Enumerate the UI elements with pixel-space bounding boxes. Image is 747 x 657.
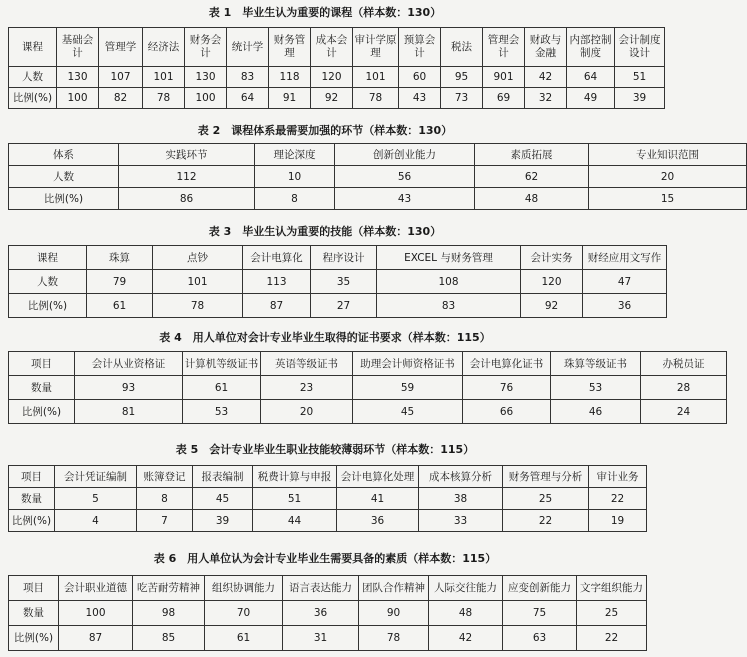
row-label-cell: 比例(%) — [9, 294, 87, 318]
header-cell: 账簿登记 — [137, 466, 193, 488]
header-cell: 吃苦耐劳精神 — [133, 576, 205, 601]
value-cell: 113 — [243, 270, 311, 294]
value-cell: 47 — [583, 270, 667, 294]
table-4 — [8, 351, 727, 424]
value-cell: 92 — [521, 294, 583, 318]
value-cell: 92 — [311, 88, 353, 109]
header-cell: 组织协调能力 — [205, 576, 283, 601]
value-cell: 42 — [429, 626, 503, 651]
header-cell: 会计制度设计 — [615, 28, 665, 67]
value-cell: 75 — [503, 601, 577, 626]
value-cell: 100 — [59, 601, 133, 626]
header-cell: 会计从业资格证 — [75, 352, 183, 376]
table-header-row — [9, 352, 727, 376]
header-cell: 课程 — [9, 246, 87, 270]
header-cell: 经济法 — [143, 28, 185, 67]
header-cell: 会计电算化处理 — [337, 466, 419, 488]
value-cell: 61 — [183, 376, 261, 400]
row-label-cell: 比例(%) — [9, 626, 59, 651]
table-row — [9, 510, 647, 532]
header-cell: 人际交往能力 — [429, 576, 503, 601]
value-cell: 8 — [255, 188, 335, 210]
value-cell: 86 — [119, 188, 255, 210]
value-cell: 46 — [551, 400, 641, 424]
value-cell: 48 — [475, 188, 589, 210]
value-cell: 24 — [641, 400, 727, 424]
row-label-cell: 数量 — [9, 601, 59, 626]
header-cell: 实践环节 — [119, 144, 255, 166]
value-cell: 32 — [525, 88, 567, 109]
table-header-row — [9, 576, 647, 601]
value-cell: 63 — [503, 626, 577, 651]
value-cell: 130 — [57, 67, 99, 88]
table-row — [9, 166, 747, 188]
header-cell: 应变创新能力 — [503, 576, 577, 601]
header-cell: 财务管理 — [269, 28, 311, 67]
value-cell: 85 — [133, 626, 205, 651]
table-5 — [8, 465, 647, 532]
value-cell: 100 — [57, 88, 99, 109]
value-cell: 79 — [87, 270, 153, 294]
row-label-cell: 人数 — [9, 270, 87, 294]
value-cell: 15 — [589, 188, 747, 210]
header-cell: 创新创业能力 — [335, 144, 475, 166]
value-cell: 66 — [463, 400, 551, 424]
table-row — [9, 626, 647, 651]
header-cell: 财务管理与分析 — [503, 466, 589, 488]
header-cell: 统计学 — [227, 28, 269, 67]
value-cell: 42 — [525, 67, 567, 88]
value-cell: 38 — [419, 488, 503, 510]
value-cell: 22 — [503, 510, 589, 532]
value-cell: 51 — [615, 67, 665, 88]
value-cell: 87 — [59, 626, 133, 651]
value-cell: 64 — [567, 67, 615, 88]
value-cell: 20 — [589, 166, 747, 188]
table-row — [9, 270, 667, 294]
table-3-caption: 表 3 毕业生认为重要的技能（样本数：130） — [208, 225, 442, 238]
value-cell: 93 — [75, 376, 183, 400]
value-cell: 27 — [311, 294, 377, 318]
row-label-cell: 比例(%) — [9, 188, 119, 210]
value-cell: 22 — [577, 626, 647, 651]
header-cell: 成本核算分析 — [419, 466, 503, 488]
row-label-cell: 人数 — [9, 67, 57, 88]
table-header-row — [9, 28, 665, 67]
value-cell: 82 — [99, 88, 143, 109]
table-row — [9, 67, 665, 88]
value-cell: 901 — [483, 67, 525, 88]
table-row — [9, 188, 747, 210]
value-cell: 81 — [75, 400, 183, 424]
header-cell: 财政与金融 — [525, 28, 567, 67]
value-cell: 61 — [205, 626, 283, 651]
header-cell: 管理会计 — [483, 28, 525, 67]
value-cell: 39 — [615, 88, 665, 109]
row-label-cell: 人数 — [9, 166, 119, 188]
value-cell: 25 — [577, 601, 647, 626]
header-cell: 程序设计 — [311, 246, 377, 270]
value-cell: 130 — [185, 67, 227, 88]
header-cell: 珠算等级证书 — [551, 352, 641, 376]
value-cell: 4 — [55, 510, 137, 532]
table-2 — [8, 143, 747, 210]
header-cell: 助理会计师资格证书 — [353, 352, 463, 376]
value-cell: 31 — [283, 626, 359, 651]
value-cell: 36 — [283, 601, 359, 626]
value-cell: 33 — [419, 510, 503, 532]
header-cell: 管理学 — [99, 28, 143, 67]
header-cell: 办税员证 — [641, 352, 727, 376]
value-cell: 45 — [193, 488, 253, 510]
header-cell: 英语等级证书 — [261, 352, 353, 376]
header-cell: 素质拓展 — [475, 144, 589, 166]
header-cell: 项目 — [9, 576, 59, 601]
header-cell: 项目 — [9, 352, 75, 376]
table-header-row — [9, 466, 647, 488]
value-cell: 90 — [359, 601, 429, 626]
header-cell: 计算机等级证书 — [183, 352, 261, 376]
value-cell: 78 — [153, 294, 243, 318]
table-2-caption: 表 2 课程体系最需要加强的环节（样本数：130） — [197, 124, 453, 137]
header-cell: 语言表达能力 — [283, 576, 359, 601]
value-cell: 78 — [359, 626, 429, 651]
header-cell: 点钞 — [153, 246, 243, 270]
value-cell: 53 — [183, 400, 261, 424]
value-cell: 101 — [143, 67, 185, 88]
value-cell: 98 — [133, 601, 205, 626]
value-cell: 10 — [255, 166, 335, 188]
value-cell: 53 — [551, 376, 641, 400]
value-cell: 61 — [87, 294, 153, 318]
value-cell: 36 — [337, 510, 419, 532]
table-1 — [8, 27, 665, 109]
value-cell: 83 — [377, 294, 521, 318]
value-cell: 76 — [463, 376, 551, 400]
value-cell: 73 — [441, 88, 483, 109]
value-cell: 19 — [589, 510, 647, 532]
value-cell: 41 — [337, 488, 419, 510]
header-cell: 专业知识范围 — [589, 144, 747, 166]
value-cell: 5 — [55, 488, 137, 510]
value-cell: 43 — [399, 88, 441, 109]
value-cell: 112 — [119, 166, 255, 188]
header-cell: 会计职业道德 — [59, 576, 133, 601]
header-cell: 财务会计 — [185, 28, 227, 67]
header-cell: 审计业务 — [589, 466, 647, 488]
value-cell: 28 — [641, 376, 727, 400]
value-cell: 101 — [153, 270, 243, 294]
value-cell: 62 — [475, 166, 589, 188]
value-cell: 25 — [503, 488, 589, 510]
header-cell: 成本会计 — [311, 28, 353, 67]
row-label-cell: 比例(%) — [9, 400, 75, 424]
value-cell: 48 — [429, 601, 503, 626]
header-cell: 文字组织能力 — [577, 576, 647, 601]
row-label-cell: 数量 — [9, 376, 75, 400]
value-cell: 7 — [137, 510, 193, 532]
table-5-caption: 表 5 会计专业毕业生职业技能较薄弱环节（样本数：115） — [175, 443, 475, 456]
value-cell: 78 — [143, 88, 185, 109]
value-cell: 120 — [311, 67, 353, 88]
table-row — [9, 294, 667, 318]
value-cell: 83 — [227, 67, 269, 88]
value-cell: 95 — [441, 67, 483, 88]
table-row — [9, 400, 727, 424]
header-cell: 理论深度 — [255, 144, 335, 166]
header-cell: 审计学原理 — [353, 28, 399, 67]
table-row — [9, 88, 665, 109]
header-cell: 体系 — [9, 144, 119, 166]
header-cell: 会计凭证编制 — [55, 466, 137, 488]
value-cell: 100 — [185, 88, 227, 109]
header-cell: 报表编制 — [193, 466, 253, 488]
header-cell: EXCEL 与财务管理 — [377, 246, 521, 270]
header-cell: 项目 — [9, 466, 55, 488]
value-cell: 87 — [243, 294, 311, 318]
table-4-caption: 表 4 用人单位对会计专业毕业生取得的证书要求（样本数：115） — [159, 331, 491, 344]
value-cell: 20 — [261, 400, 353, 424]
table-6 — [8, 575, 647, 651]
table-6-caption: 表 6 用人单位认为会计专业毕业生需要具备的素质（样本数：115） — [153, 552, 497, 565]
table-3 — [8, 245, 667, 318]
value-cell: 108 — [377, 270, 521, 294]
value-cell: 49 — [567, 88, 615, 109]
table-header-row — [9, 144, 747, 166]
header-cell: 课程 — [9, 28, 57, 67]
value-cell: 22 — [589, 488, 647, 510]
value-cell: 44 — [253, 510, 337, 532]
table-1-caption: 表 1 毕业生认为重要的课程（样本数：130） — [208, 6, 442, 19]
header-cell: 预算会计 — [399, 28, 441, 67]
value-cell: 69 — [483, 88, 525, 109]
table-row — [9, 601, 647, 626]
value-cell: 23 — [261, 376, 353, 400]
header-cell: 内部控制制度 — [567, 28, 615, 67]
header-cell: 基础会计 — [57, 28, 99, 67]
value-cell: 60 — [399, 67, 441, 88]
value-cell: 51 — [253, 488, 337, 510]
value-cell: 78 — [353, 88, 399, 109]
header-cell: 税法 — [441, 28, 483, 67]
value-cell: 56 — [335, 166, 475, 188]
value-cell: 118 — [269, 67, 311, 88]
value-cell: 64 — [227, 88, 269, 109]
header-cell: 会计实务 — [521, 246, 583, 270]
row-label-cell: 数量 — [9, 488, 55, 510]
value-cell: 8 — [137, 488, 193, 510]
value-cell: 101 — [353, 67, 399, 88]
value-cell: 91 — [269, 88, 311, 109]
value-cell: 43 — [335, 188, 475, 210]
header-cell: 会计电算化证书 — [463, 352, 551, 376]
value-cell: 39 — [193, 510, 253, 532]
value-cell: 36 — [583, 294, 667, 318]
value-cell: 59 — [353, 376, 463, 400]
value-cell: 45 — [353, 400, 463, 424]
header-cell: 税费计算与申报 — [253, 466, 337, 488]
table-row — [9, 376, 727, 400]
table-header-row — [9, 246, 667, 270]
value-cell: 35 — [311, 270, 377, 294]
header-cell: 团队合作精神 — [359, 576, 429, 601]
row-label-cell: 比例(%) — [9, 510, 55, 532]
header-cell: 会计电算化 — [243, 246, 311, 270]
value-cell: 70 — [205, 601, 283, 626]
header-cell: 财经应用文写作 — [583, 246, 667, 270]
value-cell: 120 — [521, 270, 583, 294]
header-cell: 珠算 — [87, 246, 153, 270]
value-cell: 107 — [99, 67, 143, 88]
table-row — [9, 488, 647, 510]
row-label-cell: 比例(%) — [9, 88, 57, 109]
